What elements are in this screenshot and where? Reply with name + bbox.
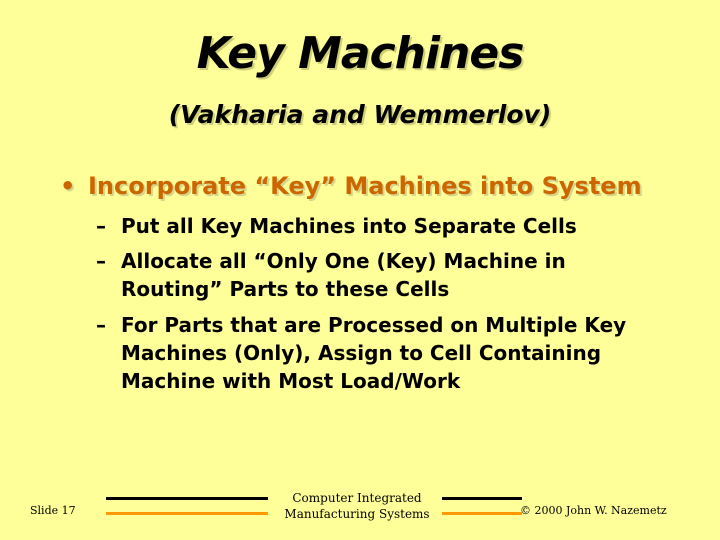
footer-rule-left-top: [106, 497, 268, 500]
footer-rule-right-top: [442, 497, 522, 500]
dash-icon: –: [96, 214, 106, 238]
footer: [0, 488, 720, 528]
dash-icon: –: [96, 313, 106, 337]
footer-rule-left-bottom: [106, 512, 268, 515]
sub-bullet-text: For Parts that are Processed on Multiple Key Machines (Only), Assign to Cell Containing Machine with Most Load/Work: [121, 313, 627, 393]
page-subtitle: (Vakharia and Wemmerlov): [168, 100, 552, 129]
sub-bullet-text: Put all Key Machines into Separate Cells: [121, 214, 577, 238]
page-title: Key Machines: [196, 28, 524, 79]
sub-bullet: [96, 247, 601, 303]
copyright-text: © 2000 John W. Nazemetz: [520, 504, 667, 517]
bullet-dot-icon: •: [60, 172, 76, 200]
sub-bullet: [96, 212, 681, 240]
main-bullet-text: Incorporate “Key” Machines into System: [88, 172, 642, 200]
main-bullet: [60, 172, 642, 200]
dash-icon: –: [96, 249, 106, 273]
course-title: Computer Integrated Manufacturing Systems: [284, 491, 430, 521]
sub-bullet-text: Allocate all “Only One (Key) Machine in Routing” Parts to these Cells: [121, 249, 566, 301]
sub-bullet: [96, 311, 661, 395]
slide-number: Slide 17: [30, 504, 76, 517]
footer-rule-right-bottom: [442, 512, 522, 515]
